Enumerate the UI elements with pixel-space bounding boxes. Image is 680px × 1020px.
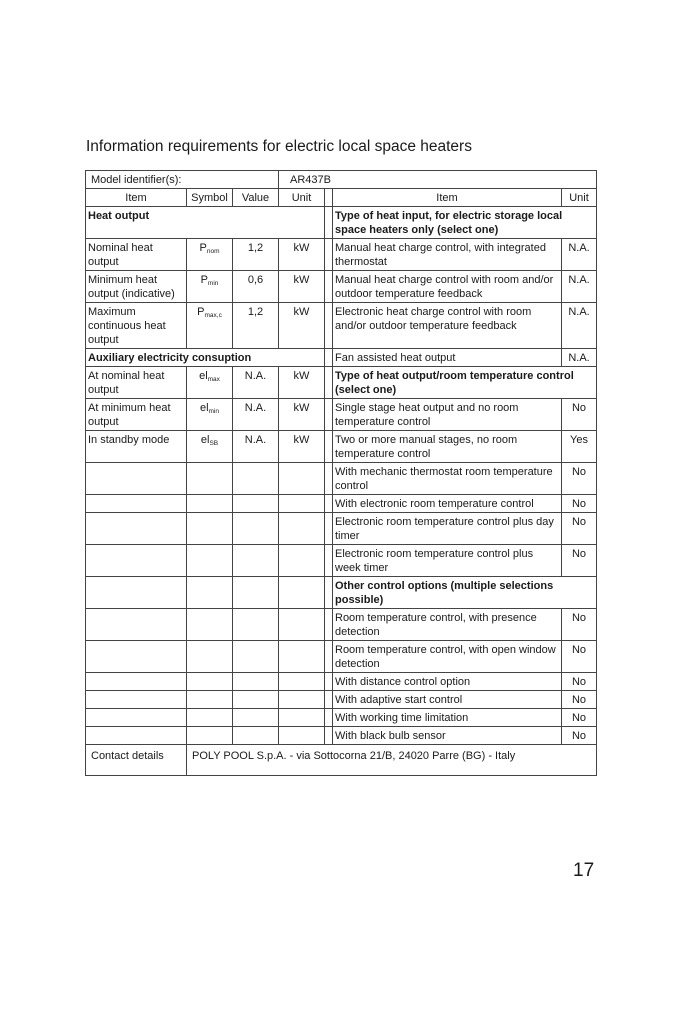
unit-cell: N.A. [562,271,597,303]
header-unit-right: Unit [562,189,597,207]
table-row [86,207,597,239]
table-row [86,727,597,745]
gap-cell [325,271,333,303]
empty-cell [279,495,325,513]
empty-cell [279,673,325,691]
gap-cell [325,399,333,431]
table-row [86,349,597,367]
unit-cell: No [562,545,597,577]
gap-cell [325,513,333,545]
model-label: Model identifier(s): [86,171,279,189]
gap-cell [325,727,333,745]
item-cell: Room temperature control, with open window detection [333,641,562,673]
unit-cell: No [562,399,597,431]
table-row [86,513,597,545]
unit-cell: No [562,709,597,727]
symbol-cell: $el_{max}$ [187,367,233,399]
item-cell: At nominal heat output [86,367,187,399]
model-value: AR437B [279,171,597,189]
table-row [86,271,597,303]
table-row [86,431,597,463]
empty-cell [233,709,279,727]
item-cell: Electronic heat charge control with room and/or outdoor temperature feedback [333,303,562,349]
unit-cell: No [562,673,597,691]
header-symbol: Symbol [187,189,233,207]
empty-cell [187,673,233,691]
unit-cell: N.A. [562,239,597,271]
gap-cell [325,673,333,691]
table-row [86,367,597,399]
empty-cell [279,727,325,745]
table-row [86,609,597,641]
empty-cell [233,609,279,641]
unit-cell: No [562,495,597,513]
item-cell: Maximum continuous heat output [86,303,187,349]
model-row [86,171,597,189]
empty-cell [187,727,233,745]
empty-cell [86,727,187,745]
unit-cell: kW [279,431,325,463]
gap-cell [325,239,333,271]
symbol-cell: $el_{SB}$ [187,431,233,463]
gap-cell [325,303,333,349]
item-cell: Nominal heat output [86,239,187,271]
gap-cell [325,609,333,641]
item-cell: Single stage heat output and no room temperature control [333,399,562,431]
contact-row [86,745,597,776]
aux-heading: Auxiliary electricity consuption [86,349,325,367]
empty-cell [233,463,279,495]
empty-cell [187,691,233,709]
gap-cell [325,641,333,673]
value-cell: N.A. [233,399,279,431]
symbol-cell: $P_{min}$ [187,271,233,303]
symbol-cell: $P_{max,c}$ [187,303,233,349]
value-cell: N.A. [233,367,279,399]
gap-cell [325,709,333,727]
empty-cell [233,641,279,673]
empty-cell [86,463,187,495]
unit-cell: No [562,609,597,641]
empty-cell [187,609,233,641]
empty-cell [187,641,233,673]
item-cell: Fan assisted heat output [333,349,562,367]
table-row [86,495,597,513]
gap-cell [325,207,333,239]
empty-cell [86,691,187,709]
value-cell: 1,2 [233,303,279,349]
unit-cell: kW [279,271,325,303]
header-item: Item [86,189,187,207]
item-cell: With black bulb sensor [333,727,562,745]
item-cell: With mechanic thermostat room temperature control [333,463,562,495]
contact-label: Contact details [86,745,187,776]
item-cell: Manual heat charge control with room and/or outdoor temperature feedback [333,271,562,303]
table-row [86,399,597,431]
heat-input-heading: Type of heat input, for electric storage local space heaters only (select one) [333,207,597,239]
empty-cell [233,577,279,609]
item-cell: Electronic room temperature control plus day timer [333,513,562,545]
gap-cell [325,349,333,367]
item-cell: Electronic room temperature control plus week timer [333,545,562,577]
empty-cell [279,513,325,545]
empty-cell [279,641,325,673]
unit-cell: No [562,727,597,745]
unit-cell: No [562,463,597,495]
page-title: Information requirements for electric local space heaters [86,138,472,155]
empty-cell [279,463,325,495]
item-cell: Two or more manual stages, no room temperature control [333,431,562,463]
empty-cell [233,727,279,745]
item-cell: At minimum heat output [86,399,187,431]
item-cell: Room temperature control, with presence detection [333,609,562,641]
empty-cell [279,609,325,641]
table-row [86,239,597,271]
gap-cell [325,577,333,609]
empty-cell [86,513,187,545]
symbol-cell: $P_{nom}$ [187,239,233,271]
gap-cell [325,189,333,207]
symbol-cell: $el_{min}$ [187,399,233,431]
table-row [86,709,597,727]
other-control-heading: Other control options (multiple selections possible) [333,577,597,609]
unit-cell: kW [279,239,325,271]
item-cell: With electronic room temperature control [333,495,562,513]
empty-cell [233,495,279,513]
empty-cell [233,545,279,577]
unit-cell: No [562,641,597,673]
item-cell: With distance control option [333,673,562,691]
header-unit: Unit [279,189,325,207]
empty-cell [187,709,233,727]
item-cell: With working time limitation [333,709,562,727]
table-row [86,303,597,349]
empty-cell [279,577,325,609]
gap-cell [325,691,333,709]
contact-value: POLY POOL S.p.A. - via Sottocorna 21/B, 24020 Parre (BG) - Italy [187,745,597,776]
temp-control-heading: Type of heat output/room temperature control (select one) [333,367,597,399]
header-value: Value [233,189,279,207]
empty-cell [86,673,187,691]
unit-cell: kW [279,399,325,431]
unit-cell: No [562,691,597,709]
gap-cell [325,463,333,495]
empty-cell [187,463,233,495]
unit-cell: N.A. [562,303,597,349]
gap-cell [325,495,333,513]
value-cell: N.A. [233,431,279,463]
header-row [86,189,597,207]
empty-cell [187,513,233,545]
item-cell: Manual heat charge control, with integrated thermostat [333,239,562,271]
gap-cell [325,545,333,577]
header-item-right: Item [333,189,562,207]
unit-cell: N.A. [562,349,597,367]
empty-cell [187,495,233,513]
empty-cell [233,513,279,545]
page-number: 17 [573,860,595,881]
item-cell: Minimum heat output (indicative) [86,271,187,303]
value-cell: 1,2 [233,239,279,271]
gap-cell [325,367,333,399]
table-row [86,673,597,691]
info-table [85,170,597,776]
unit-cell: Yes [562,431,597,463]
unit-cell: kW [279,367,325,399]
unit-cell: kW [279,303,325,349]
heat-output-heading: Heat output [86,207,325,239]
table-row [86,641,597,673]
table-row [86,545,597,577]
empty-cell [86,577,187,609]
table-row [86,463,597,495]
empty-cell [233,673,279,691]
empty-cell [86,545,187,577]
value-cell: 0,6 [233,271,279,303]
item-cell: With adaptive start control [333,691,562,709]
empty-cell [86,495,187,513]
empty-cell [279,709,325,727]
table-row [86,691,597,709]
item-cell: In standby mode [86,431,187,463]
empty-cell [187,545,233,577]
empty-cell [86,641,187,673]
empty-cell [279,691,325,709]
table-row [86,577,597,609]
gap-cell [325,431,333,463]
empty-cell [187,577,233,609]
empty-cell [279,545,325,577]
empty-cell [233,691,279,709]
empty-cell [86,609,187,641]
unit-cell: No [562,513,597,545]
empty-cell [86,709,187,727]
